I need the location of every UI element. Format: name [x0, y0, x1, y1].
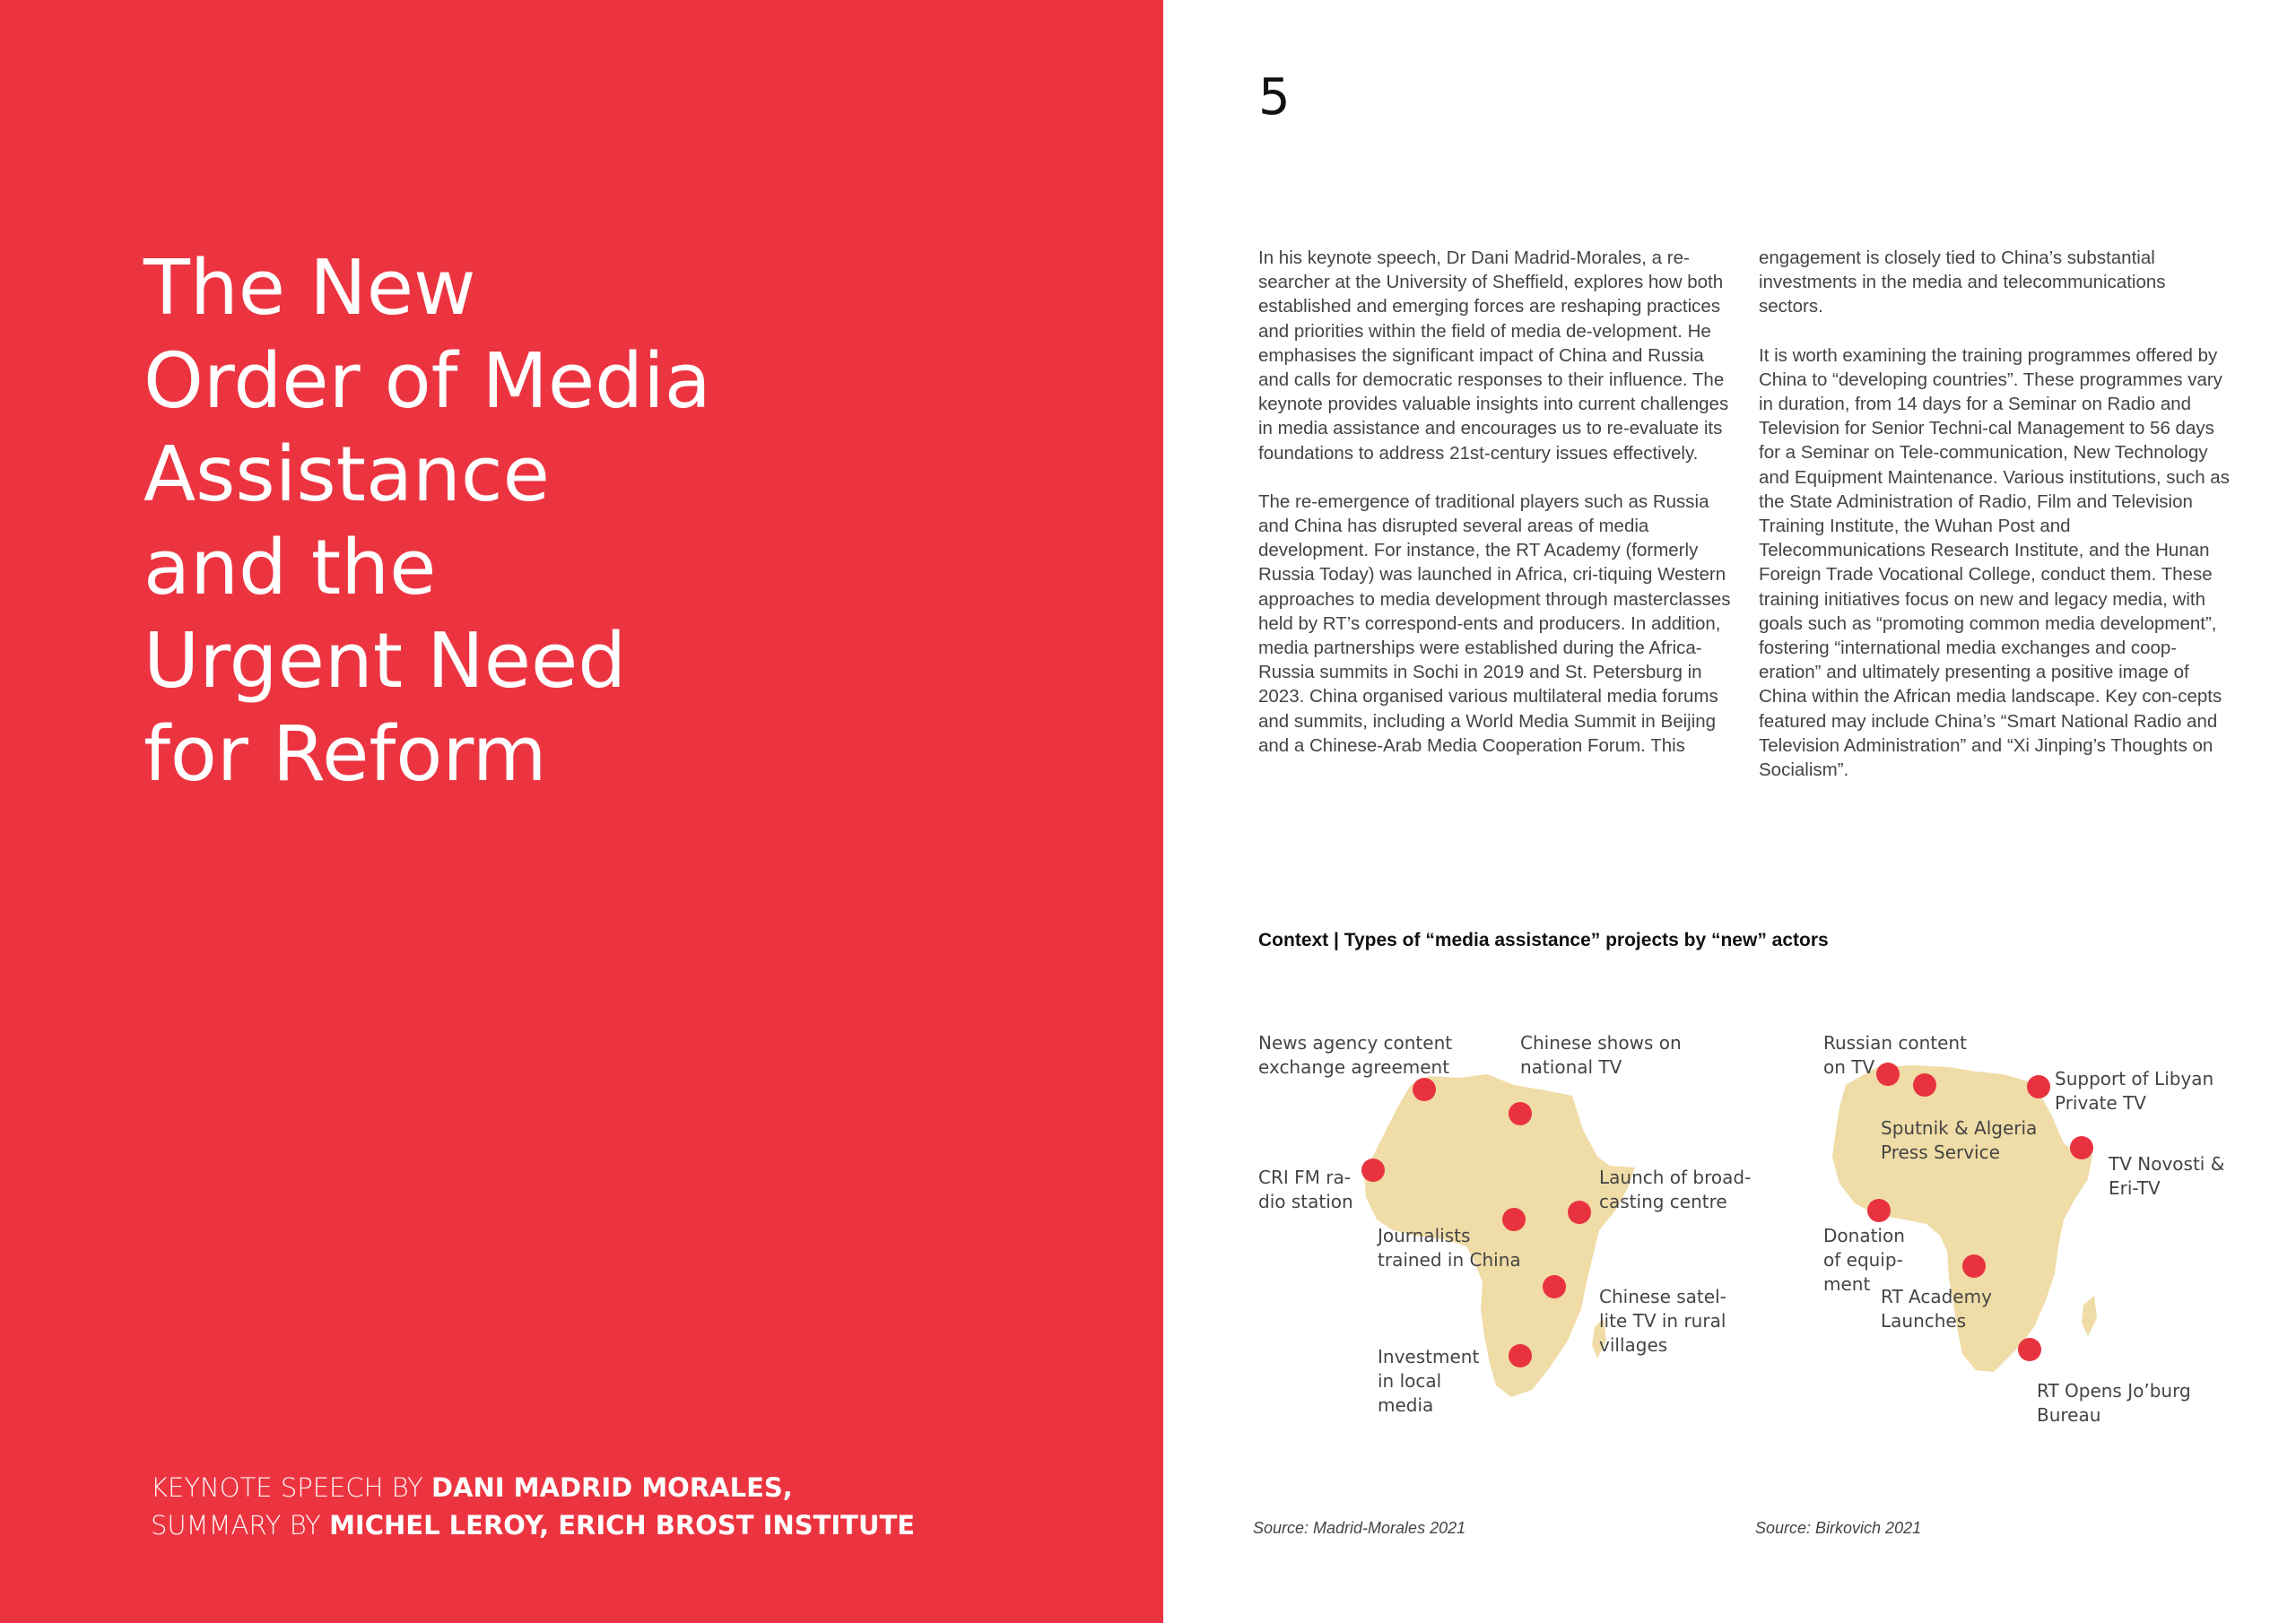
- label-russian-content: Russian content on TV: [1823, 1032, 1967, 1078]
- media-project-dot: [1509, 1102, 1532, 1125]
- byline-label: KEYNOTE SPEECH BY: [151, 1472, 431, 1503]
- page-number: 5: [1258, 68, 1291, 126]
- title-line: for Reform: [144, 710, 547, 799]
- byline-author: DANI MADRID MORALES,: [430, 1472, 793, 1503]
- media-project-dot: [2018, 1338, 2041, 1361]
- russia-africa-map: [1823, 1031, 2254, 1462]
- label-journalists: Journalists trained in China: [1378, 1225, 1521, 1271]
- title-line: Order of Media: [144, 337, 711, 426]
- paragraph: The re-emergence of traditional players such as Russia and China has disrupted several areas of media development. For instance, the RT Academy (formerly Russia Today) was launched in Africa, cri-tiquing Western approaches to media development through masterclasses held by RT’s correspond-ents and producers. In addition, media partnerships were established during the Africa-Russia summits in Sochi in 2019 and St. Petersburg in 2023. China organised various multilateral media forums and summits, including a World Media Summit in Beijing and a Chinese-Arab Media Cooperation Forum. This: [1258, 490, 1731, 756]
- paragraph: It is worth examining the training programmes offered by China to “developing countries”. These programmes vary in duration, from 14 days for a Seminar on Radio and Television for Senior Techni-cal Management to 56 days for a Seminar on Tele-communication, New Technology and Equipment Maintenance. Various institutions, such as the State Administration of Radio, Film and Television Training Institute, the Wuhan Post and Telecommunications Research Institute, and the Hunan Foreign Trade Vocational College, conduct them. These training initiatives focus on new and legacy media, with goals such as “promoting common media development”, fostering “international media exchanges and coop-eration” and ultimately presenting a positive image of China within the African media landscape. Key con-cepts featured may include China’s “Smart National Radio and Television Administration” and “Xi Jinping’s Thoughts on Socialism”.: [1759, 344, 2230, 781]
- media-project-dot: [1543, 1275, 1566, 1298]
- label-news-agency: News agency content exchange agreement: [1258, 1032, 1453, 1078]
- paragraph: In his keynote speech, Dr Dani Madrid-Morales, a re-searcher at the University of Sheffield, explores how both established and emerging forces are reshaping practices and priorities within the field of media de-velopment. He emphasises the significant impact of China and Russia and calls for democratic responses to their influence. The keynote provides valuable insights into current challenges in media assistance and encourages us to re-evaluate its foundations to address 21st-century issues effectively.: [1258, 247, 1729, 464]
- label-sputnik: Sputnik & Algeria Press Service: [1881, 1117, 2038, 1163]
- media-project-dot: [1867, 1199, 1891, 1222]
- media-project-dot: [1568, 1201, 1591, 1224]
- media-project-dot: [1413, 1078, 1436, 1101]
- article-title: [144, 242, 1085, 802]
- byline-label: SUMMARY BY: [151, 1510, 330, 1541]
- label-investment: Investment in local media: [1378, 1346, 1480, 1416]
- label-rt-academy: RT Academy Launches: [1881, 1286, 1992, 1332]
- byline: [151, 1469, 915, 1544]
- china-africa-map: [1258, 1031, 1761, 1462]
- title-line: and the: [144, 524, 437, 612]
- byline-summarizer: MICHEL LEROY, ERICH BROST INSTITUTE: [329, 1510, 916, 1541]
- body-column-left: [1258, 246, 1734, 782]
- source-note-china: Source: Madrid-Morales 2021: [1253, 1519, 1466, 1537]
- label-chinese-shows: Chinese shows on national TV: [1520, 1032, 1682, 1078]
- body-column-right: [1759, 246, 2234, 806]
- label-cri-fm: CRI FM ra- dio station: [1258, 1167, 1353, 1212]
- label-libyan-tv: Support of Libyan Private TV: [2055, 1068, 2214, 1114]
- source-note-russia: Source: Birkovich 2021: [1755, 1519, 1922, 1537]
- media-project-dot: [1962, 1254, 1986, 1278]
- media-project-dot: [1361, 1159, 1385, 1182]
- label-donation: Donation of equip- ment: [1823, 1225, 1905, 1295]
- madagascar-landmass: [2082, 1296, 2097, 1336]
- label-launch-broadcasting: Launch of broad- casting centre: [1599, 1167, 1752, 1212]
- title-line: Urgent Need: [144, 617, 627, 706]
- title-line: Assistance: [144, 430, 550, 519]
- label-rt-joburg: RT Opens Jo’burg Bureau: [2037, 1380, 2191, 1426]
- media-project-dot: [2027, 1075, 2050, 1098]
- label-tv-novosti: TV Novosti & Eri-TV: [2109, 1153, 2225, 1199]
- context-title: Context | Types of “media assistance” projects by “new” actors: [1258, 930, 1829, 950]
- media-project-dot: [1509, 1344, 1532, 1367]
- paragraph: engagement is closely tied to China’s substantial investments in the media and telecommunications sectors.: [1759, 247, 2166, 317]
- title-line: The New: [144, 244, 476, 333]
- label-chinese-satellite: Chinese satel- lite TV in rural villages: [1599, 1286, 1726, 1356]
- media-project-dot: [2070, 1136, 2093, 1159]
